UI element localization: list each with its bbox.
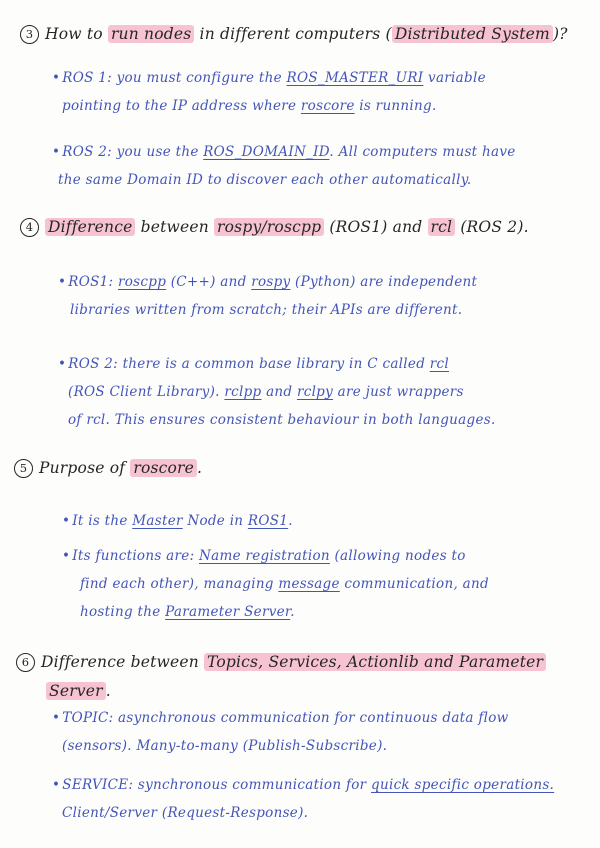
highlight: Topics, Services, Actionlib and Parameter: [204, 653, 546, 671]
section-number: 5: [14, 459, 33, 478]
section-5-heading: 5 Purpose of roscore .: [14, 457, 202, 479]
highlight: rcl: [428, 218, 456, 236]
bullet-roscore-functions: • Its functions are: Name registration (allowing nodes to find each other), managing message communication, and hosting the Parameter Server.: [62, 548, 489, 620]
highlight: Difference: [45, 218, 135, 236]
section-3-heading: 3 How to run nodes in different computers ( Distributed System )?: [20, 23, 568, 45]
bullet-ros2-rcl: • ROS 2: there is a common base library in C called rcl (ROS Client Library). rclpp and rclpy are just wrappers of rcl. This ensures consistent behaviour in both languages.: [58, 356, 496, 428]
bullet-ros2-domain-id: • ROS 2: you use the ROS_DOMAIN_ID. All computers must have the same Domain ID to discover each other automatically.: [52, 144, 516, 188]
bullet-ros1-master-uri: • ROS 1: you must configure the ROS_MASTER_URI variable pointing to the IP address where roscore is running.: [52, 70, 486, 114]
highlight: run nodes: [108, 25, 194, 43]
bullet-master-node: • It is the Master Node in ROS1.: [62, 513, 293, 529]
highlight: roscore: [130, 459, 197, 477]
highlight: rospy/roscpp: [214, 218, 324, 236]
section-4-heading: 4 Difference between rospy/roscpp (ROS1) and rcl (ROS 2).: [20, 216, 529, 238]
bullet-ros1-libraries: • ROS1: roscpp (C++) and rospy (Python) are independent libraries written from scratch; their APIs are different.: [58, 274, 478, 318]
section-number: 3: [20, 25, 39, 44]
highlight: Distributed System: [392, 25, 553, 43]
bullet-topic: • TOPIC: asynchronous communication for continuous data flow (sensors). Many-to-many (Publish-Subscribe).: [52, 710, 509, 754]
bullet-service: • SERVICE: synchronous communication for quick specific operations. Client/Server (Request-Response).: [52, 777, 555, 821]
section-number: 6: [16, 653, 35, 672]
section-6-heading: 6 Difference between Topics, Services, Actionlib and Parameter Server .: [16, 648, 546, 706]
section-number: 4: [20, 218, 39, 237]
highlight: Server: [46, 682, 106, 700]
